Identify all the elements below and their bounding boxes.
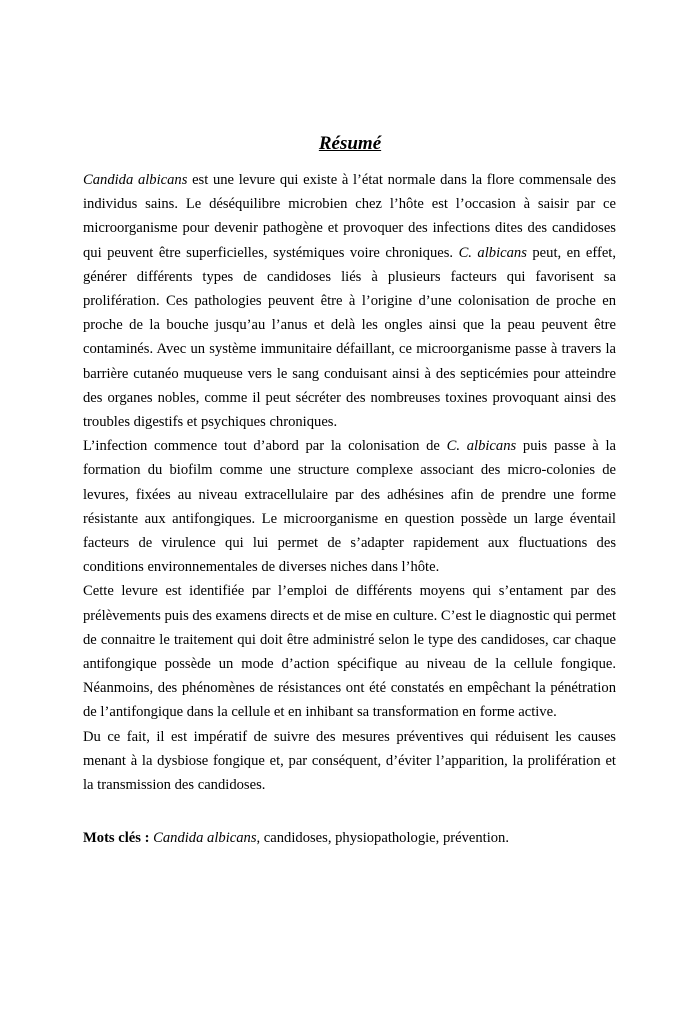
keywords-label: Mots clés :	[83, 830, 150, 846]
paragraph-text: puis passe à la formation du biofilm comme une structure complexe associant des micro-colonies de levures, fixées au niveau extracellulaire par des adhésines afin de prendre une forme résistante aux antifongiques. Le microorganisme en question possède un large éventail facteurs de virulence qui lui permet de s’adapter rapidement aux fluctuations des conditions environnementales de diverses niches dans l’hôte.	[83, 438, 617, 576]
paragraph-text: Du ce fait, il est impératif de suivre des mesures préventives qui réduisent les causes menant à la dysbiose fongique et, par conséquent, d’éviter l’apparition, la prolifération et la transmission des candidoses.	[83, 728, 616, 794]
paragraph-text: L’infection commence tout d’abord par la colonisation de	[83, 438, 447, 455]
paragraph-text: peut, en effet, générer différents types de candidoses liés à plusieurs facteurs qui favorisent sa prolifération. Ces pathologies peuvent être à l’origine d’une colonisation de proche en proche de la bouche jusqu’au l’anus et delà les ongles ainsi que la peau peuvent être contaminés. Avec un système immunitaire défaillant, ce microorganisme passe à travers la barrière cutanéo muqueuse vers le sang conduisant ainsi à des septicémies pour atteindre des organes nobles, comme il peut sécréter des nombreuses toxines provoquant ainsi des troubles digestifs et psychiques chroniques.	[83, 244, 617, 431]
keyword-species: Candida albicans	[153, 830, 257, 846]
keywords-rest: , candidoses, physiopathologie, prévention.	[256, 830, 510, 846]
paragraph-2	[83, 434, 616, 579]
species-abbrev: C. albicans	[458, 244, 527, 261]
species-name: Candida albicans	[83, 172, 188, 188]
paragraph-text: Cette levure est identifiée par l’emploi de différents moyens qui s’entament par des prélèvements puis des examens directs et de mise en culture. C’est le diagnostic qui permet de connaitre le traitement qui doit être administré selon le type des candidoses, car chaque antifongique possède un mode d’action spécifique au niveau de la cellule fongique. Néanmoins, des phénomènes de résistances ont été constatés en empêchant la pénétration de l’antifongique dans la cellule et en inhibant sa transformation en forme active.	[83, 583, 616, 721]
paragraph-text: est une levure qui existe à l’état normale dans la flore commensale des individus sains. Le déséquilibre microbien chez l’hôte est l’occasion à saisir par ce microorganisme pour devenir pathogène et provoquer des infections dites des candidoses qui peuvent être superficielles, systémiques voire chroniques.	[83, 172, 617, 261]
paragraph-4	[83, 725, 616, 798]
species-abbrev: C. albicans	[446, 438, 517, 455]
keywords-line	[83, 826, 616, 850]
abstract-body	[83, 168, 616, 797]
paragraph-3	[83, 579, 616, 724]
page-title: Résumé	[318, 133, 382, 154]
paragraph-1	[83, 168, 616, 434]
